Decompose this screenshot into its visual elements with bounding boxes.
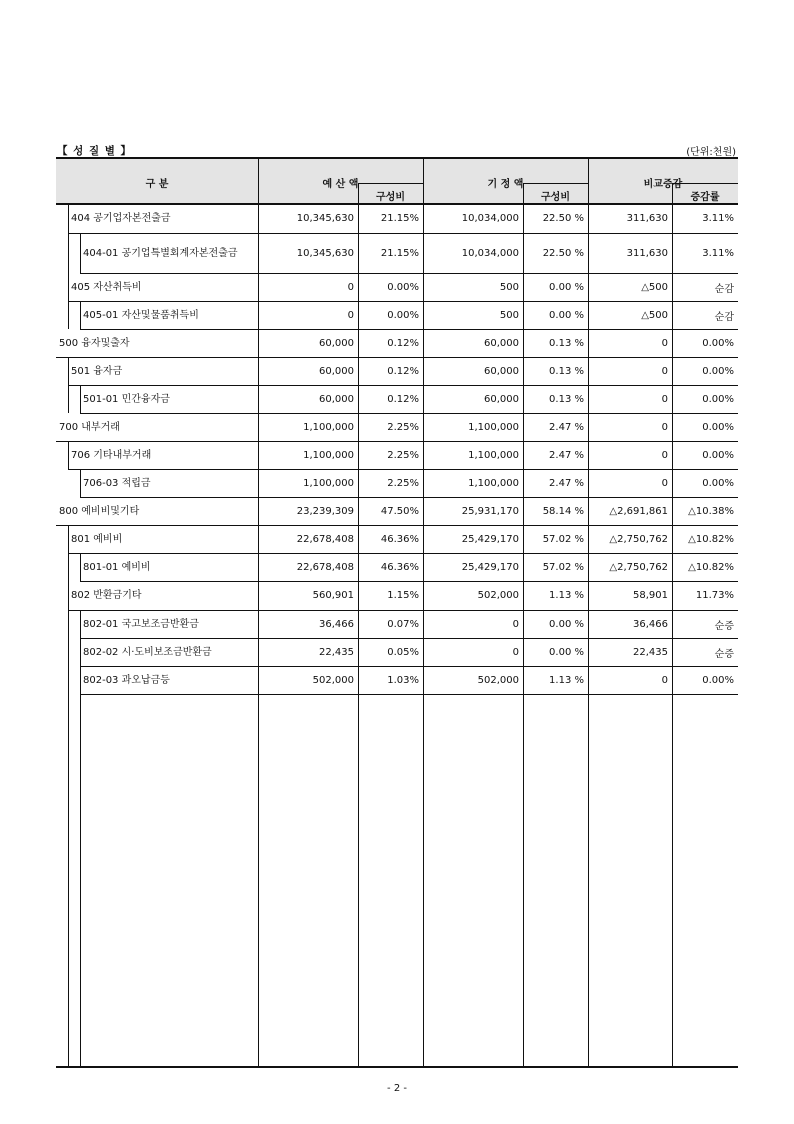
row-category: 802-03 과오납금등 bbox=[83, 674, 170, 686]
table-row bbox=[56, 638, 738, 666]
row-budget: 60,000 bbox=[319, 365, 354, 377]
row-diff: 36,466 bbox=[633, 618, 668, 630]
row-budget: 1,100,000 bbox=[303, 421, 354, 433]
row-prior-ratio: 1.13 % bbox=[549, 590, 584, 601]
row-rate: 0.00% bbox=[702, 477, 734, 489]
row-divider bbox=[80, 666, 738, 667]
row-prior-ratio: 0.00 % bbox=[549, 309, 584, 321]
table-header bbox=[56, 159, 738, 203]
row-divider bbox=[56, 357, 738, 358]
row-divider bbox=[80, 413, 738, 414]
row-divider bbox=[68, 610, 738, 611]
table-row bbox=[56, 525, 738, 553]
row-prior-ratio: 0.00 % bbox=[549, 281, 584, 293]
row-budget-ratio: 46.36% bbox=[380, 561, 419, 573]
indent-line bbox=[80, 610, 81, 1066]
row-category: 706 기타내부거래 bbox=[71, 449, 152, 461]
row-budget: 36,466 bbox=[319, 618, 354, 630]
header-prior-ratio: 구성비 bbox=[541, 192, 570, 203]
row-category: 706-03 적립금 bbox=[83, 477, 151, 489]
row-budget: 1,100,000 bbox=[303, 449, 354, 461]
row-prior-ratio: 0.13 % bbox=[549, 365, 584, 377]
header-budget: 예 산 액 bbox=[322, 179, 359, 190]
table-row bbox=[56, 581, 738, 610]
row-budget: 560,901 bbox=[312, 590, 354, 601]
row-prior: 502,000 bbox=[477, 674, 519, 686]
table-row bbox=[56, 497, 738, 525]
row-budget-ratio: 1.03% bbox=[387, 674, 419, 686]
row-category: 802-01 국고보조금반환금 bbox=[83, 618, 199, 630]
row-budget-ratio: 0.12% bbox=[387, 393, 419, 405]
row-category: 700 내부거래 bbox=[59, 421, 120, 433]
budget-table bbox=[56, 157, 738, 1068]
page-number: - 2 - bbox=[387, 1083, 407, 1094]
table-row bbox=[56, 357, 738, 385]
row-prior: 60,000 bbox=[484, 365, 519, 377]
header-divider-2 bbox=[523, 183, 588, 184]
indent-line bbox=[68, 357, 69, 413]
row-rate: 0.00% bbox=[702, 365, 734, 377]
row-rate: 순증 bbox=[714, 648, 734, 660]
row-prior: 1,100,000 bbox=[468, 477, 519, 489]
table-row bbox=[56, 413, 738, 441]
row-diff: 0 bbox=[661, 365, 668, 377]
row-prior-ratio: 0.13 % bbox=[549, 393, 584, 405]
row-category: 501-01 민간융자금 bbox=[83, 393, 170, 405]
row-divider bbox=[80, 581, 738, 582]
row-rate: 순감 bbox=[714, 311, 734, 323]
row-divider bbox=[80, 638, 738, 639]
row-category: 802 반환금기타 bbox=[71, 590, 142, 601]
row-budget-ratio: 46.36% bbox=[380, 533, 419, 545]
row-diff: 311,630 bbox=[626, 247, 668, 259]
table-row bbox=[56, 553, 738, 581]
indent-line bbox=[80, 301, 81, 329]
row-budget-ratio: 0.07% bbox=[387, 618, 419, 630]
row-category: 404-01 공기업특별회계자본전출금 bbox=[83, 247, 238, 259]
row-budget-ratio: 1.15% bbox=[387, 590, 419, 601]
row-prior-ratio: 57.02 % bbox=[542, 561, 584, 573]
row-prior: 500 bbox=[499, 281, 519, 293]
row-diff: △2,691,861 bbox=[609, 505, 668, 517]
row-budget: 23,239,309 bbox=[296, 505, 354, 517]
row-budget-ratio: 0.00% bbox=[387, 281, 419, 293]
row-prior: 1,100,000 bbox=[468, 449, 519, 461]
header-prior: 기 정 액 bbox=[487, 179, 524, 190]
row-budget-ratio: 21.15% bbox=[380, 212, 419, 224]
row-budget: 22,678,408 bbox=[296, 533, 354, 545]
row-rate: △10.82% bbox=[688, 533, 734, 545]
row-rate: 3.11% bbox=[702, 212, 734, 224]
row-budget-ratio: 2.25% bbox=[387, 449, 419, 461]
row-budget-ratio: 0.12% bbox=[387, 337, 419, 349]
row-diff: △2,750,762 bbox=[609, 533, 668, 545]
row-budget: 60,000 bbox=[319, 393, 354, 405]
row-budget-ratio: 2.25% bbox=[387, 421, 419, 433]
row-prior: 1,100,000 bbox=[468, 421, 519, 433]
row-diff: 0 bbox=[661, 421, 668, 433]
header-divider-3 bbox=[672, 183, 738, 184]
row-divider bbox=[68, 469, 738, 470]
row-prior-ratio: 57.02 % bbox=[542, 533, 584, 545]
row-rate: 3.11% bbox=[702, 247, 734, 259]
row-prior-ratio: 22.50 % bbox=[542, 212, 584, 224]
row-rate: 11.73% bbox=[695, 590, 734, 601]
row-rate: 0.00% bbox=[702, 421, 734, 433]
row-divider bbox=[80, 497, 738, 498]
row-prior: 25,931,170 bbox=[461, 505, 519, 517]
row-divider bbox=[80, 694, 738, 695]
indent-line bbox=[68, 203, 69, 329]
row-diff: 58,901 bbox=[633, 590, 668, 601]
row-prior: 25,429,170 bbox=[461, 533, 519, 545]
row-category: 802-02 시·도비보조금반환금 bbox=[83, 646, 212, 658]
row-diff: 0 bbox=[661, 393, 668, 405]
row-diff: △2,750,762 bbox=[609, 561, 668, 573]
table-row bbox=[56, 441, 738, 469]
header-divider-1 bbox=[358, 183, 423, 184]
row-prior-ratio: 22.50 % bbox=[542, 247, 584, 259]
row-divider bbox=[68, 385, 738, 386]
row-rate: 0.00% bbox=[702, 674, 734, 686]
indent-line bbox=[68, 525, 69, 1066]
row-prior-ratio: 2.47 % bbox=[549, 477, 584, 489]
row-prior-ratio: 0.13 % bbox=[549, 337, 584, 349]
row-diff: 22,435 bbox=[633, 646, 668, 658]
row-budget: 10,345,630 bbox=[296, 212, 354, 224]
row-prior: 25,429,170 bbox=[461, 561, 519, 573]
table-row bbox=[56, 610, 738, 638]
header-diff: 비교증감 bbox=[643, 179, 683, 190]
row-divider bbox=[68, 553, 738, 554]
table-row bbox=[56, 273, 738, 301]
row-budget: 22,678,408 bbox=[296, 561, 354, 573]
row-rate: 0.00% bbox=[702, 449, 734, 461]
row-category: 405 자산취득비 bbox=[71, 281, 142, 293]
row-prior: 502,000 bbox=[477, 590, 519, 601]
row-budget: 22,435 bbox=[319, 646, 354, 658]
row-prior-ratio: 2.47 % bbox=[549, 449, 584, 461]
row-divider bbox=[56, 525, 738, 526]
row-prior-ratio: 0.00 % bbox=[549, 618, 584, 630]
row-divider bbox=[56, 441, 738, 442]
row-category: 404 공기업자본전출금 bbox=[71, 212, 171, 224]
row-budget-ratio: 21.15% bbox=[380, 247, 419, 259]
row-rate: △10.38% bbox=[688, 505, 734, 517]
table-row bbox=[56, 469, 738, 497]
row-category: 801 예비비 bbox=[71, 533, 123, 545]
row-prior-ratio: 1.13 % bbox=[549, 674, 584, 686]
unit-label: (단위:천원) bbox=[686, 147, 736, 158]
row-rate: 0.00% bbox=[702, 337, 734, 349]
header-rate: 증감률 bbox=[690, 192, 720, 203]
row-category: 405-01 자산및물품취득비 bbox=[83, 309, 199, 321]
row-rate: 0.00% bbox=[702, 393, 734, 405]
row-prior: 60,000 bbox=[484, 393, 519, 405]
row-divider bbox=[80, 273, 738, 274]
row-budget-ratio: 47.50% bbox=[380, 505, 419, 517]
table-row bbox=[56, 301, 738, 329]
row-budget: 502,000 bbox=[312, 674, 354, 686]
section-title: 【 성 질 별 】 bbox=[57, 145, 133, 157]
row-rate: 순증 bbox=[714, 620, 734, 632]
header-category: 구 분 bbox=[145, 179, 169, 190]
row-prior-ratio: 2.47 % bbox=[549, 421, 584, 433]
indent-line bbox=[80, 469, 81, 497]
row-rate: △10.82% bbox=[688, 561, 734, 573]
header-budget-ratio: 구성비 bbox=[376, 192, 405, 203]
table-row bbox=[56, 329, 738, 357]
row-diff: 0 bbox=[661, 674, 668, 686]
row-prior: 0 bbox=[512, 618, 519, 630]
table-row bbox=[56, 385, 738, 413]
row-budget: 1,100,000 bbox=[303, 477, 354, 489]
row-category: 801-01 예비비 bbox=[83, 561, 151, 573]
row-diff: △500 bbox=[641, 281, 668, 293]
row-budget: 60,000 bbox=[319, 337, 354, 349]
table-row bbox=[56, 233, 738, 273]
table-row bbox=[56, 203, 738, 233]
row-diff: 0 bbox=[661, 449, 668, 461]
row-prior: 10,034,000 bbox=[461, 212, 519, 224]
row-divider bbox=[68, 233, 738, 234]
row-diff: 0 bbox=[661, 477, 668, 489]
indent-line bbox=[80, 385, 81, 413]
row-diff: 311,630 bbox=[626, 212, 668, 224]
row-category: 501 융자금 bbox=[71, 365, 123, 377]
row-budget: 10,345,630 bbox=[296, 247, 354, 259]
table-row bbox=[56, 666, 738, 694]
row-prior-ratio: 58.14 % bbox=[542, 505, 584, 517]
row-budget-ratio: 0.12% bbox=[387, 365, 419, 377]
row-rate: 순감 bbox=[714, 283, 734, 295]
row-prior-ratio: 0.00 % bbox=[549, 646, 584, 658]
row-category: 800 예비비및기타 bbox=[59, 505, 140, 517]
row-divider bbox=[68, 301, 738, 302]
row-prior: 500 bbox=[499, 309, 519, 321]
indent-line bbox=[80, 233, 81, 273]
row-prior: 60,000 bbox=[484, 337, 519, 349]
indent-line bbox=[80, 553, 81, 581]
row-budget: 0 bbox=[347, 309, 354, 321]
row-prior: 0 bbox=[512, 646, 519, 658]
row-budget-ratio: 0.00% bbox=[387, 309, 419, 321]
indent-line bbox=[68, 441, 69, 469]
row-budget: 0 bbox=[347, 281, 354, 293]
row-prior: 10,034,000 bbox=[461, 247, 519, 259]
row-budget-ratio: 2.25% bbox=[387, 477, 419, 489]
row-diff: 0 bbox=[661, 337, 668, 349]
row-divider bbox=[80, 329, 738, 330]
row-category: 500 융자및출자 bbox=[59, 337, 130, 349]
row-budget-ratio: 0.05% bbox=[387, 646, 419, 658]
row-diff: △500 bbox=[641, 309, 668, 321]
